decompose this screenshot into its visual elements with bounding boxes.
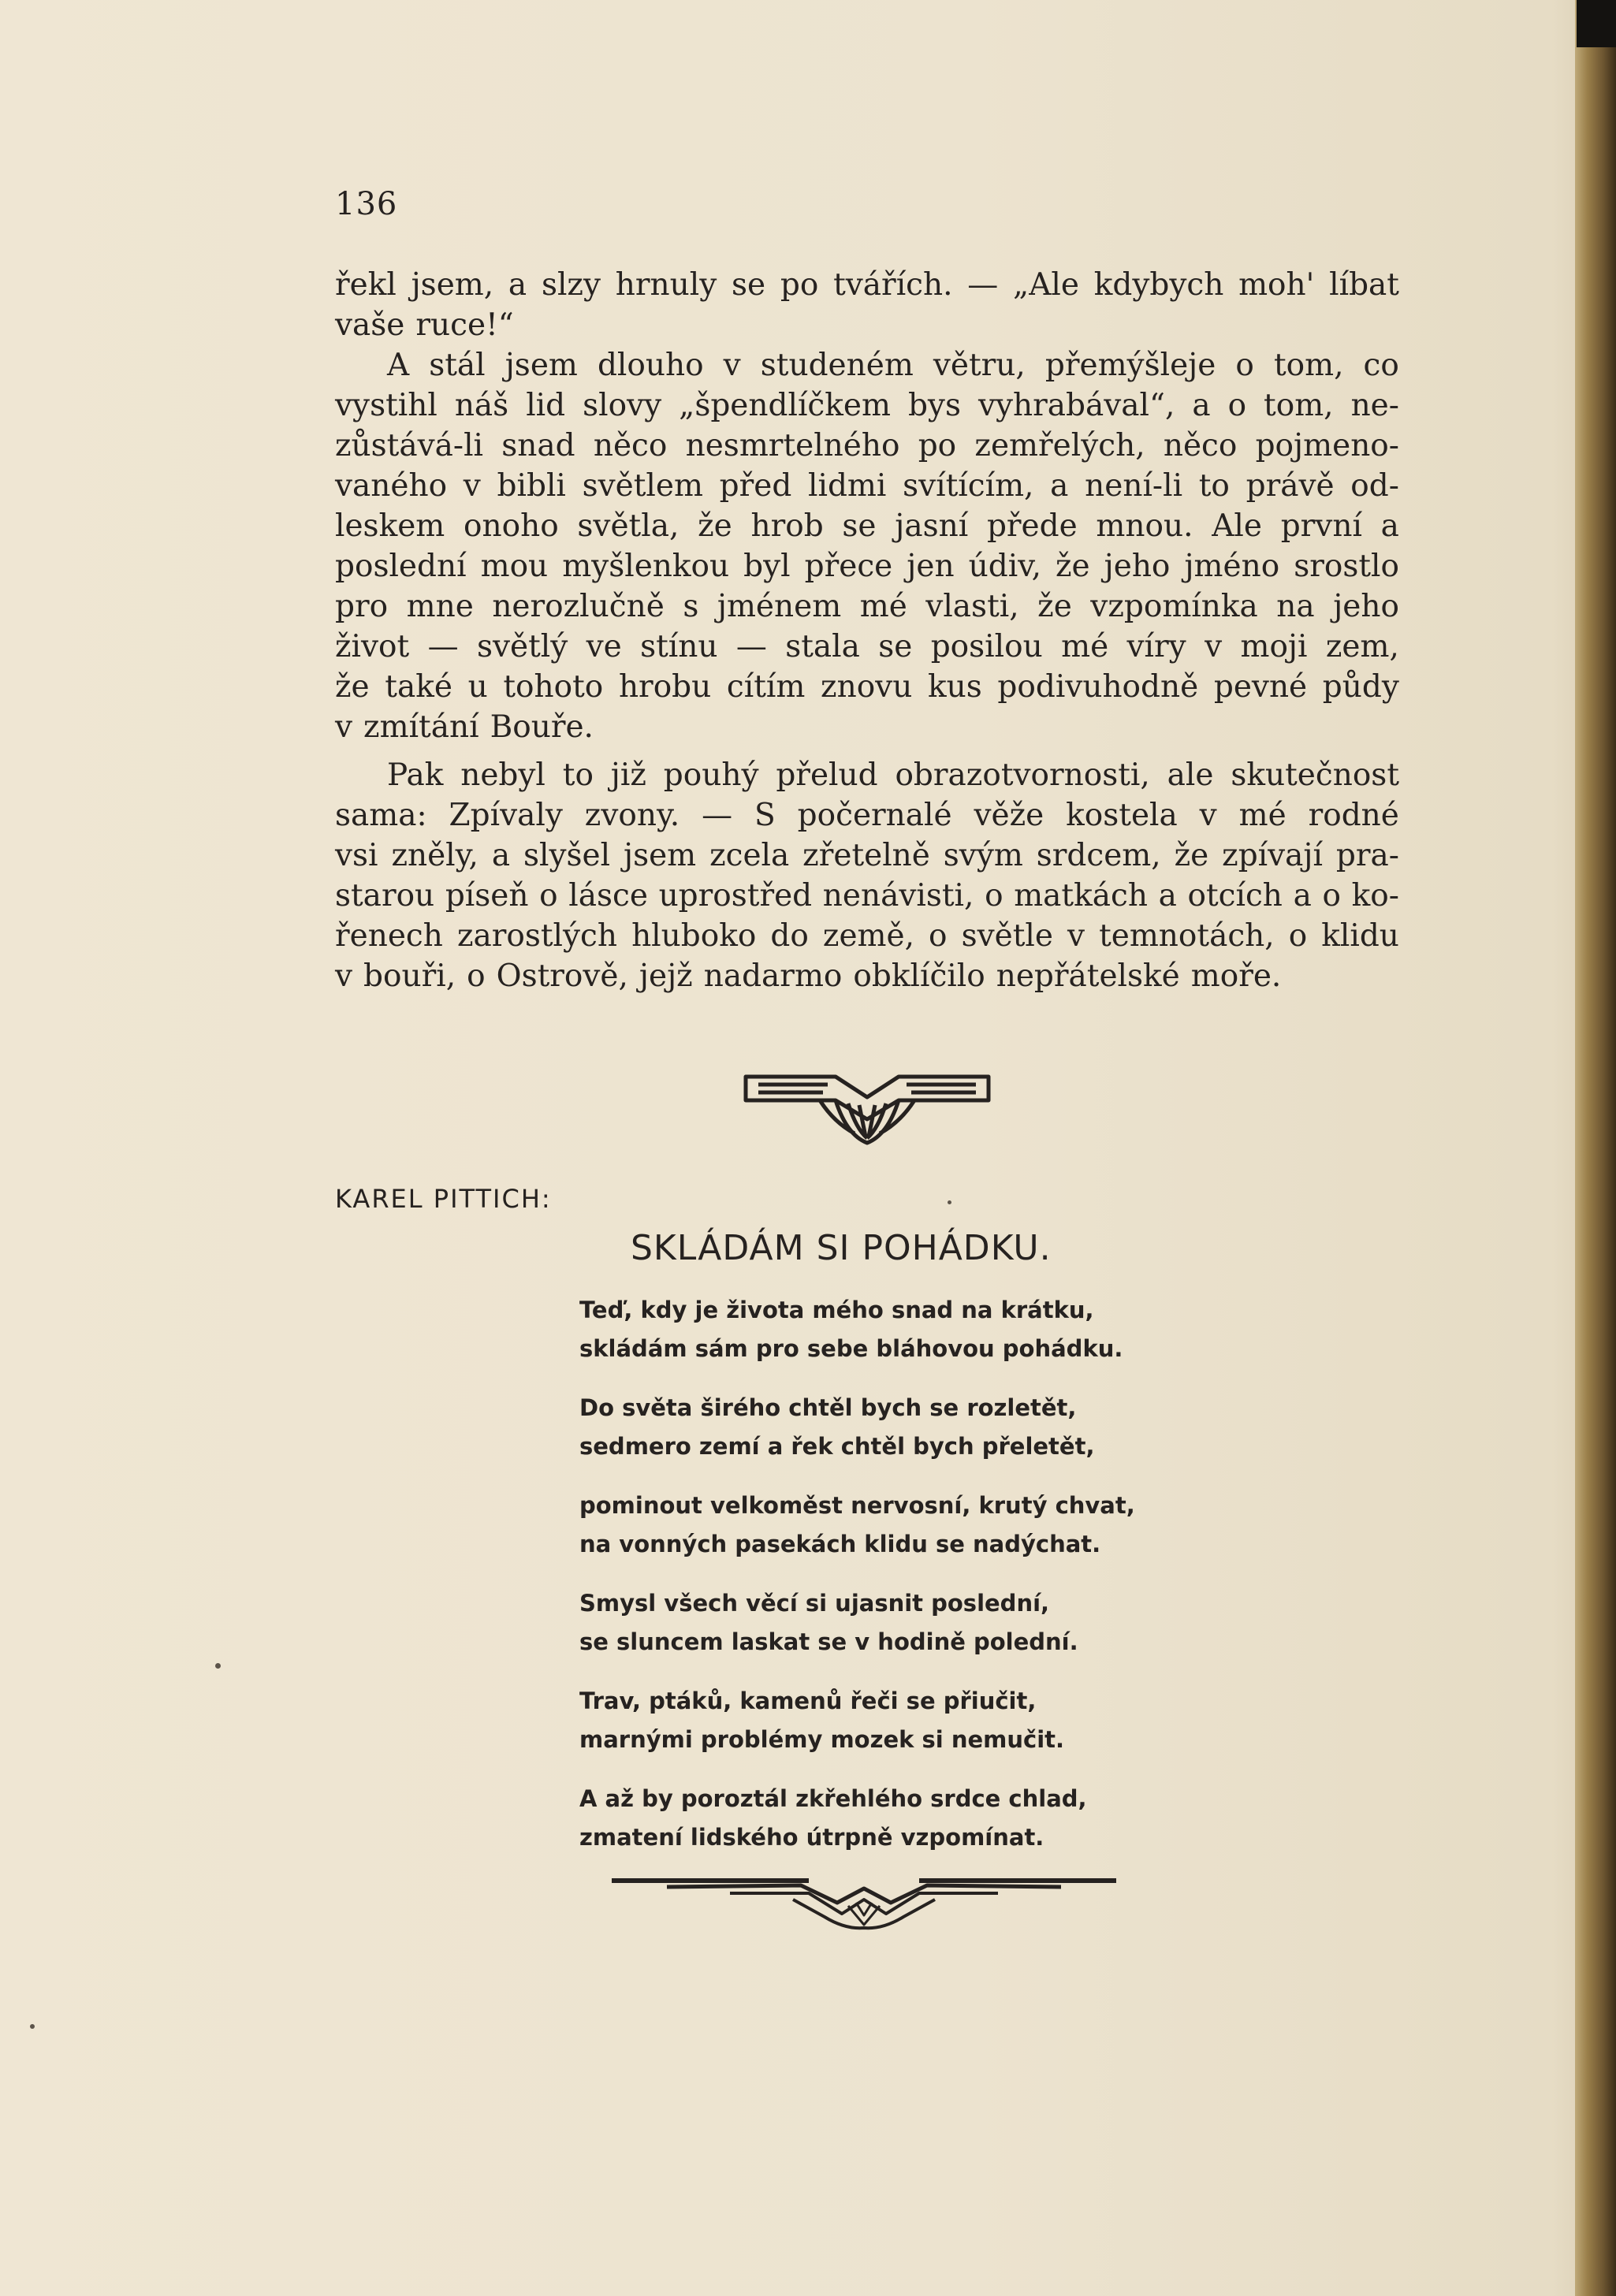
prose-line: vystihl náš lid slovy „špendlíčkem bys vyhrabával“, a o tom, ne- xyxy=(335,388,1399,423)
prose-line: život — světlý ve stínu — stala se posilou mé víry v moji zem, xyxy=(335,629,1399,664)
prose-line: řenech zarostlých hluboko do země, o světle v temnotách, o klidu xyxy=(335,918,1399,954)
prose-line: vaše ruce!“ xyxy=(335,307,514,343)
poem-verse: A až by poroztál zkřehlého srdce chlad, xyxy=(579,1785,1087,1812)
prose-line: poslední mou myšlenkou byl přece jen údiv, že jeho jméno srostlo xyxy=(335,549,1399,584)
poem-verse: Smysl všech věcí si ujasnit poslední, xyxy=(579,1590,1050,1617)
poem-verse: na vonných pasekách klidu se nadýchat. xyxy=(579,1531,1101,1557)
prose-line: v zmítání Bouře. xyxy=(335,709,594,745)
book-spine xyxy=(1575,0,1616,2296)
poem-verse: skládám sám pro sebe bláhovou pohádku. xyxy=(579,1335,1123,1362)
prose-text xyxy=(335,265,1399,996)
prose-line: starou píseň o lásce uprostřed nenávisti, o matkách a otcích a o ko- xyxy=(335,878,1399,914)
prose-line: Pak nebyl to již pouhý přelud obrazotvornosti, ale skutečnost xyxy=(387,757,1399,793)
prose-line: že také u tohoto hrobu cítím znovu kus podivuhodně pevné půdy xyxy=(335,669,1399,705)
prose-line: vsi zněly, a slyšel jsem zcela zřetelně svým srdcem, že zpívají pra- xyxy=(335,838,1399,873)
prose-line: leskem onoho světla, že hrob se jasní přede mnou. Ale první a xyxy=(335,508,1399,544)
poem-body xyxy=(579,1291,1135,1877)
decorative-ornament-icon xyxy=(741,1056,993,1148)
poem-stanza xyxy=(579,1682,1135,1759)
poem-verse: marnými problémy mozek si nemučit. xyxy=(579,1726,1065,1753)
prose-line: A stál jsem dlouho v studeném větru, přemýšleje o tom, co xyxy=(387,348,1399,383)
poem-stanza xyxy=(579,1487,1135,1564)
prose-line: řekl jsem, a slzy hrnuly se po tvářích. — „Ale kdybych moh' líbat xyxy=(335,267,1399,303)
poem-verse: se sluncem laskat se v hodině polední. xyxy=(579,1628,1078,1655)
poem-verse: Do světa širého chtěl bych se rozletět, xyxy=(579,1394,1077,1421)
poem-stanza xyxy=(579,1780,1135,1857)
prose-line: sama: Zpívaly zvony. — S počernalé věže kostela v mé rodné xyxy=(335,798,1399,833)
poem-verse: Teď, kdy je života mého snad na krátku, xyxy=(579,1297,1094,1323)
prose-line: zůstává-li snad něco nesmrtelného po zemřelých, něco pojmeno- xyxy=(335,428,1399,463)
prose-line: pro mne nerozlučně s jménem mé vlasti, že vzpomínka na jeho xyxy=(335,589,1399,624)
poem-verse: Trav, ptáků, kamenů řeči se přiučit, xyxy=(579,1688,1037,1714)
poem-stanza xyxy=(579,1584,1135,1662)
poem-title: SKLÁDÁM SI POHÁDKU. xyxy=(631,1228,1052,1268)
poem-verse: sedmero zemí a řek chtěl bych přeletět, xyxy=(579,1433,1095,1460)
page-number: 136 xyxy=(335,186,398,222)
decorative-tailpiece-icon xyxy=(612,1868,1116,1931)
paper-speck xyxy=(215,1663,221,1669)
poem-verse: pominout velkoměst nervosní, krutý chvat, xyxy=(579,1492,1135,1519)
poem-verse: zmatení lidského útrpně vzpomínat. xyxy=(579,1824,1044,1851)
poem-author: KAREL PITTICH: xyxy=(335,1184,552,1214)
poem-stanza xyxy=(579,1291,1135,1368)
paper-speck xyxy=(30,2024,35,2029)
book-spine-shadow xyxy=(1577,0,1616,47)
prose-line: v bouři, o Ostrově, jejž nadarmo obklíčilo nepřátelské moře. xyxy=(335,958,1282,994)
paper-speck xyxy=(948,1200,951,1204)
prose-line: vaného v bibli světlem před lidmi svítícím, a není-li to právě od- xyxy=(335,468,1399,504)
poem-stanza xyxy=(579,1389,1135,1466)
